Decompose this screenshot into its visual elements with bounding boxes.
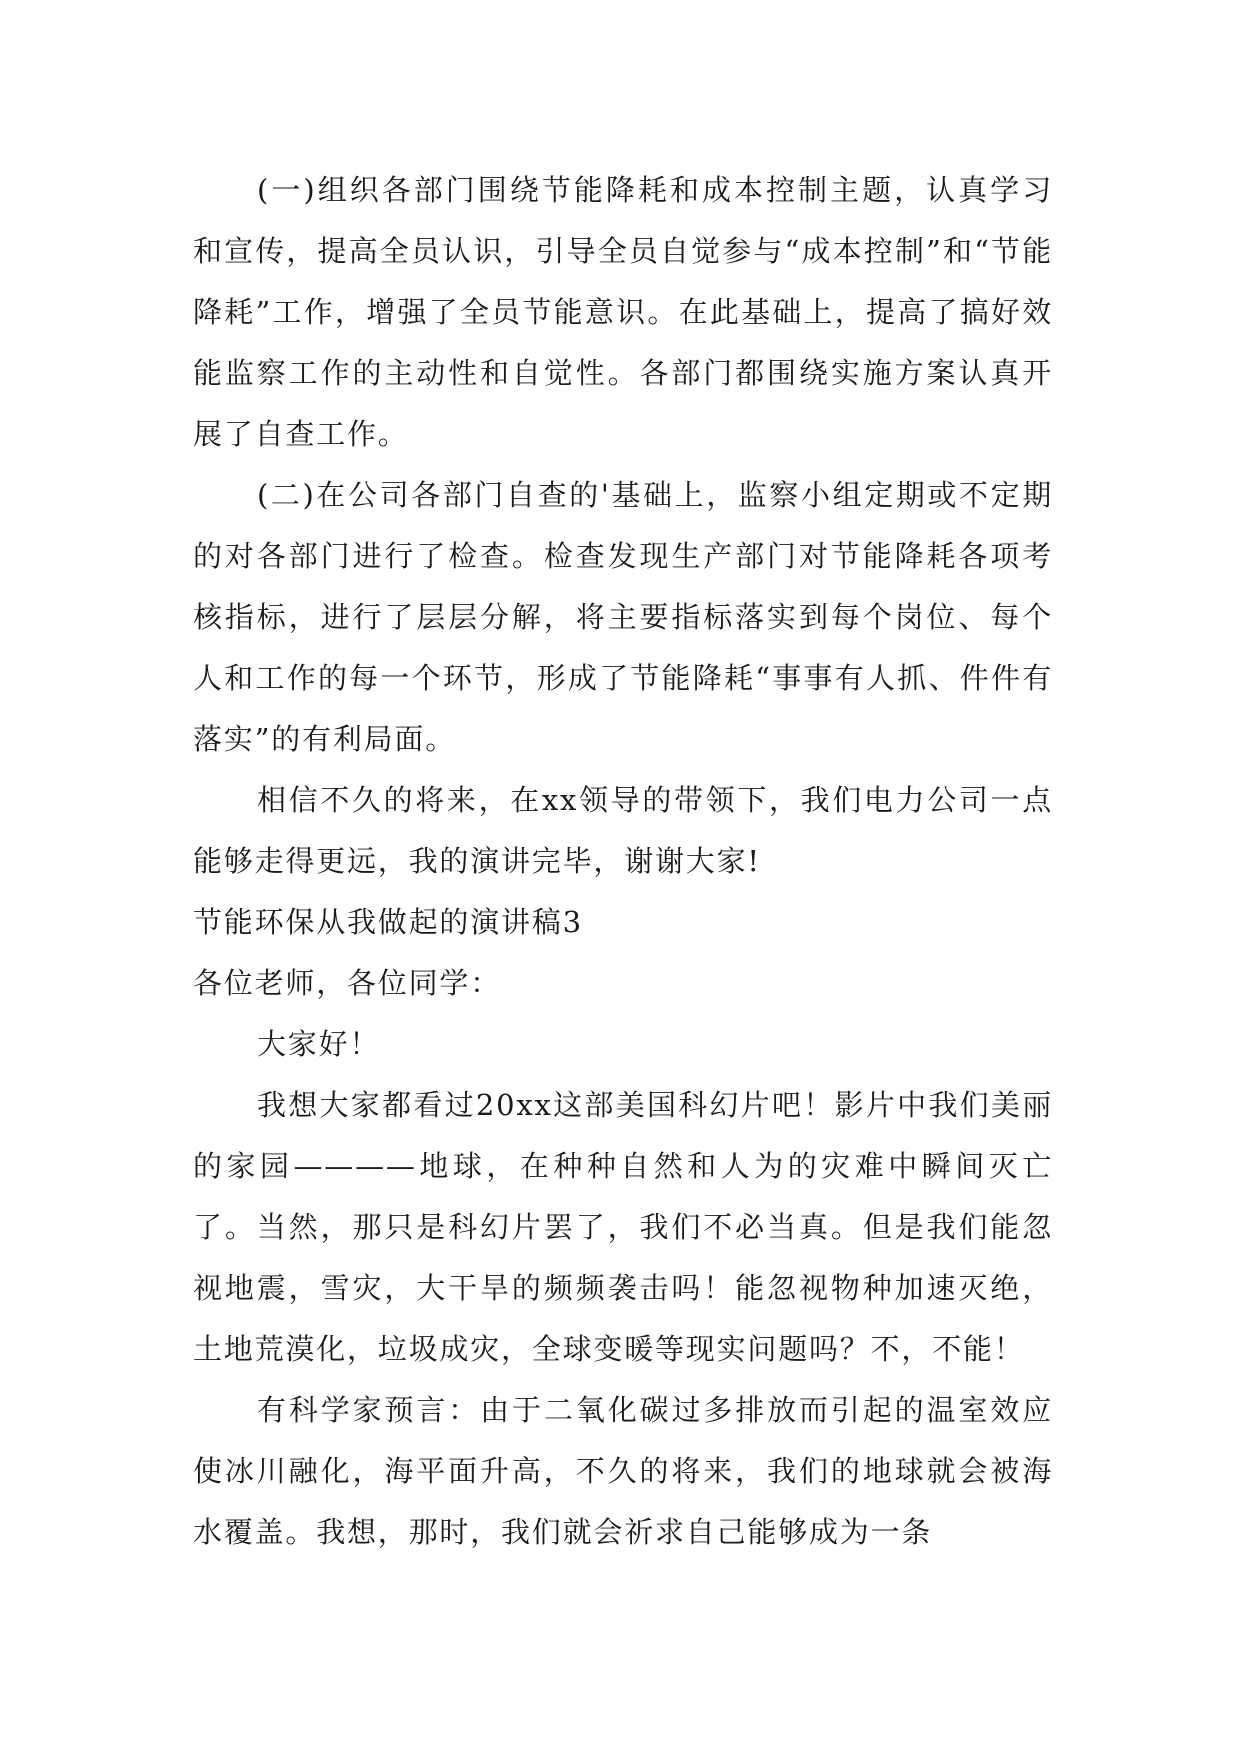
greeting: 大家好！	[257, 1027, 381, 1061]
salutation: 各位老师，各位同学：	[193, 966, 502, 1000]
paragraph-closing-remarks: 相信不久的将来，在xx领导的带领下，我们电力公司一点能够走得更远，我的演讲完毕，谢谢大家!	[193, 783, 1053, 878]
document-page	[193, 160, 1053, 1563]
paragraph-scientist-prediction: 有科学家预言：由于二氧化碳过多排放而引起的温室效应使冰川融化，海平面升高，不久的将来，我们的地球就会被海水覆盖。我想，那时，我们就会祈求自己能够成为一条	[193, 1393, 1053, 1549]
paragraph-disaster-film: 我想大家都看过20xx这部美国科幻片吧！影片中我们美丽的家园————地球，在种种自然和人为的灾难中瞬间灭亡了。当然，那只是科幻片罢了，我们不必当真。但是我们能忽视地震，雪灾，大干旱的频频袭击吗！能忽视物种加速灭绝，土地荒漠化，垃圾成灾，全球变暖等现实问题吗？不，不能！	[193, 1088, 1053, 1366]
paragraph-department-inspection: (二)在公司各部门自查的'基础上，监察小组定期或不定期的对各部门进行了检查。检查发现生产部门对节能降耗各项考核指标，进行了层层分解，将主要指标落实到每个岗位、每个人和工作的每一个环节，形成了节能降耗“事事有人抓、件件有落实”的有利局面。	[193, 478, 1053, 756]
speech-title: 节能环保从我做起的演讲稿3	[193, 905, 583, 939]
paragraph-energy-saving-awareness: (一)组织各部门围绕节能降耗和成本控制主题，认真学习和宣传，提高全员认识，引导全员自觉参与“成本控制”和“节能降耗”工作，增强了全员节能意识。在此基础上，提高了搞好效能监察工作的主动性和自觉性。各部门都围绕实施方案认真开展了自查工作。	[193, 173, 1053, 451]
